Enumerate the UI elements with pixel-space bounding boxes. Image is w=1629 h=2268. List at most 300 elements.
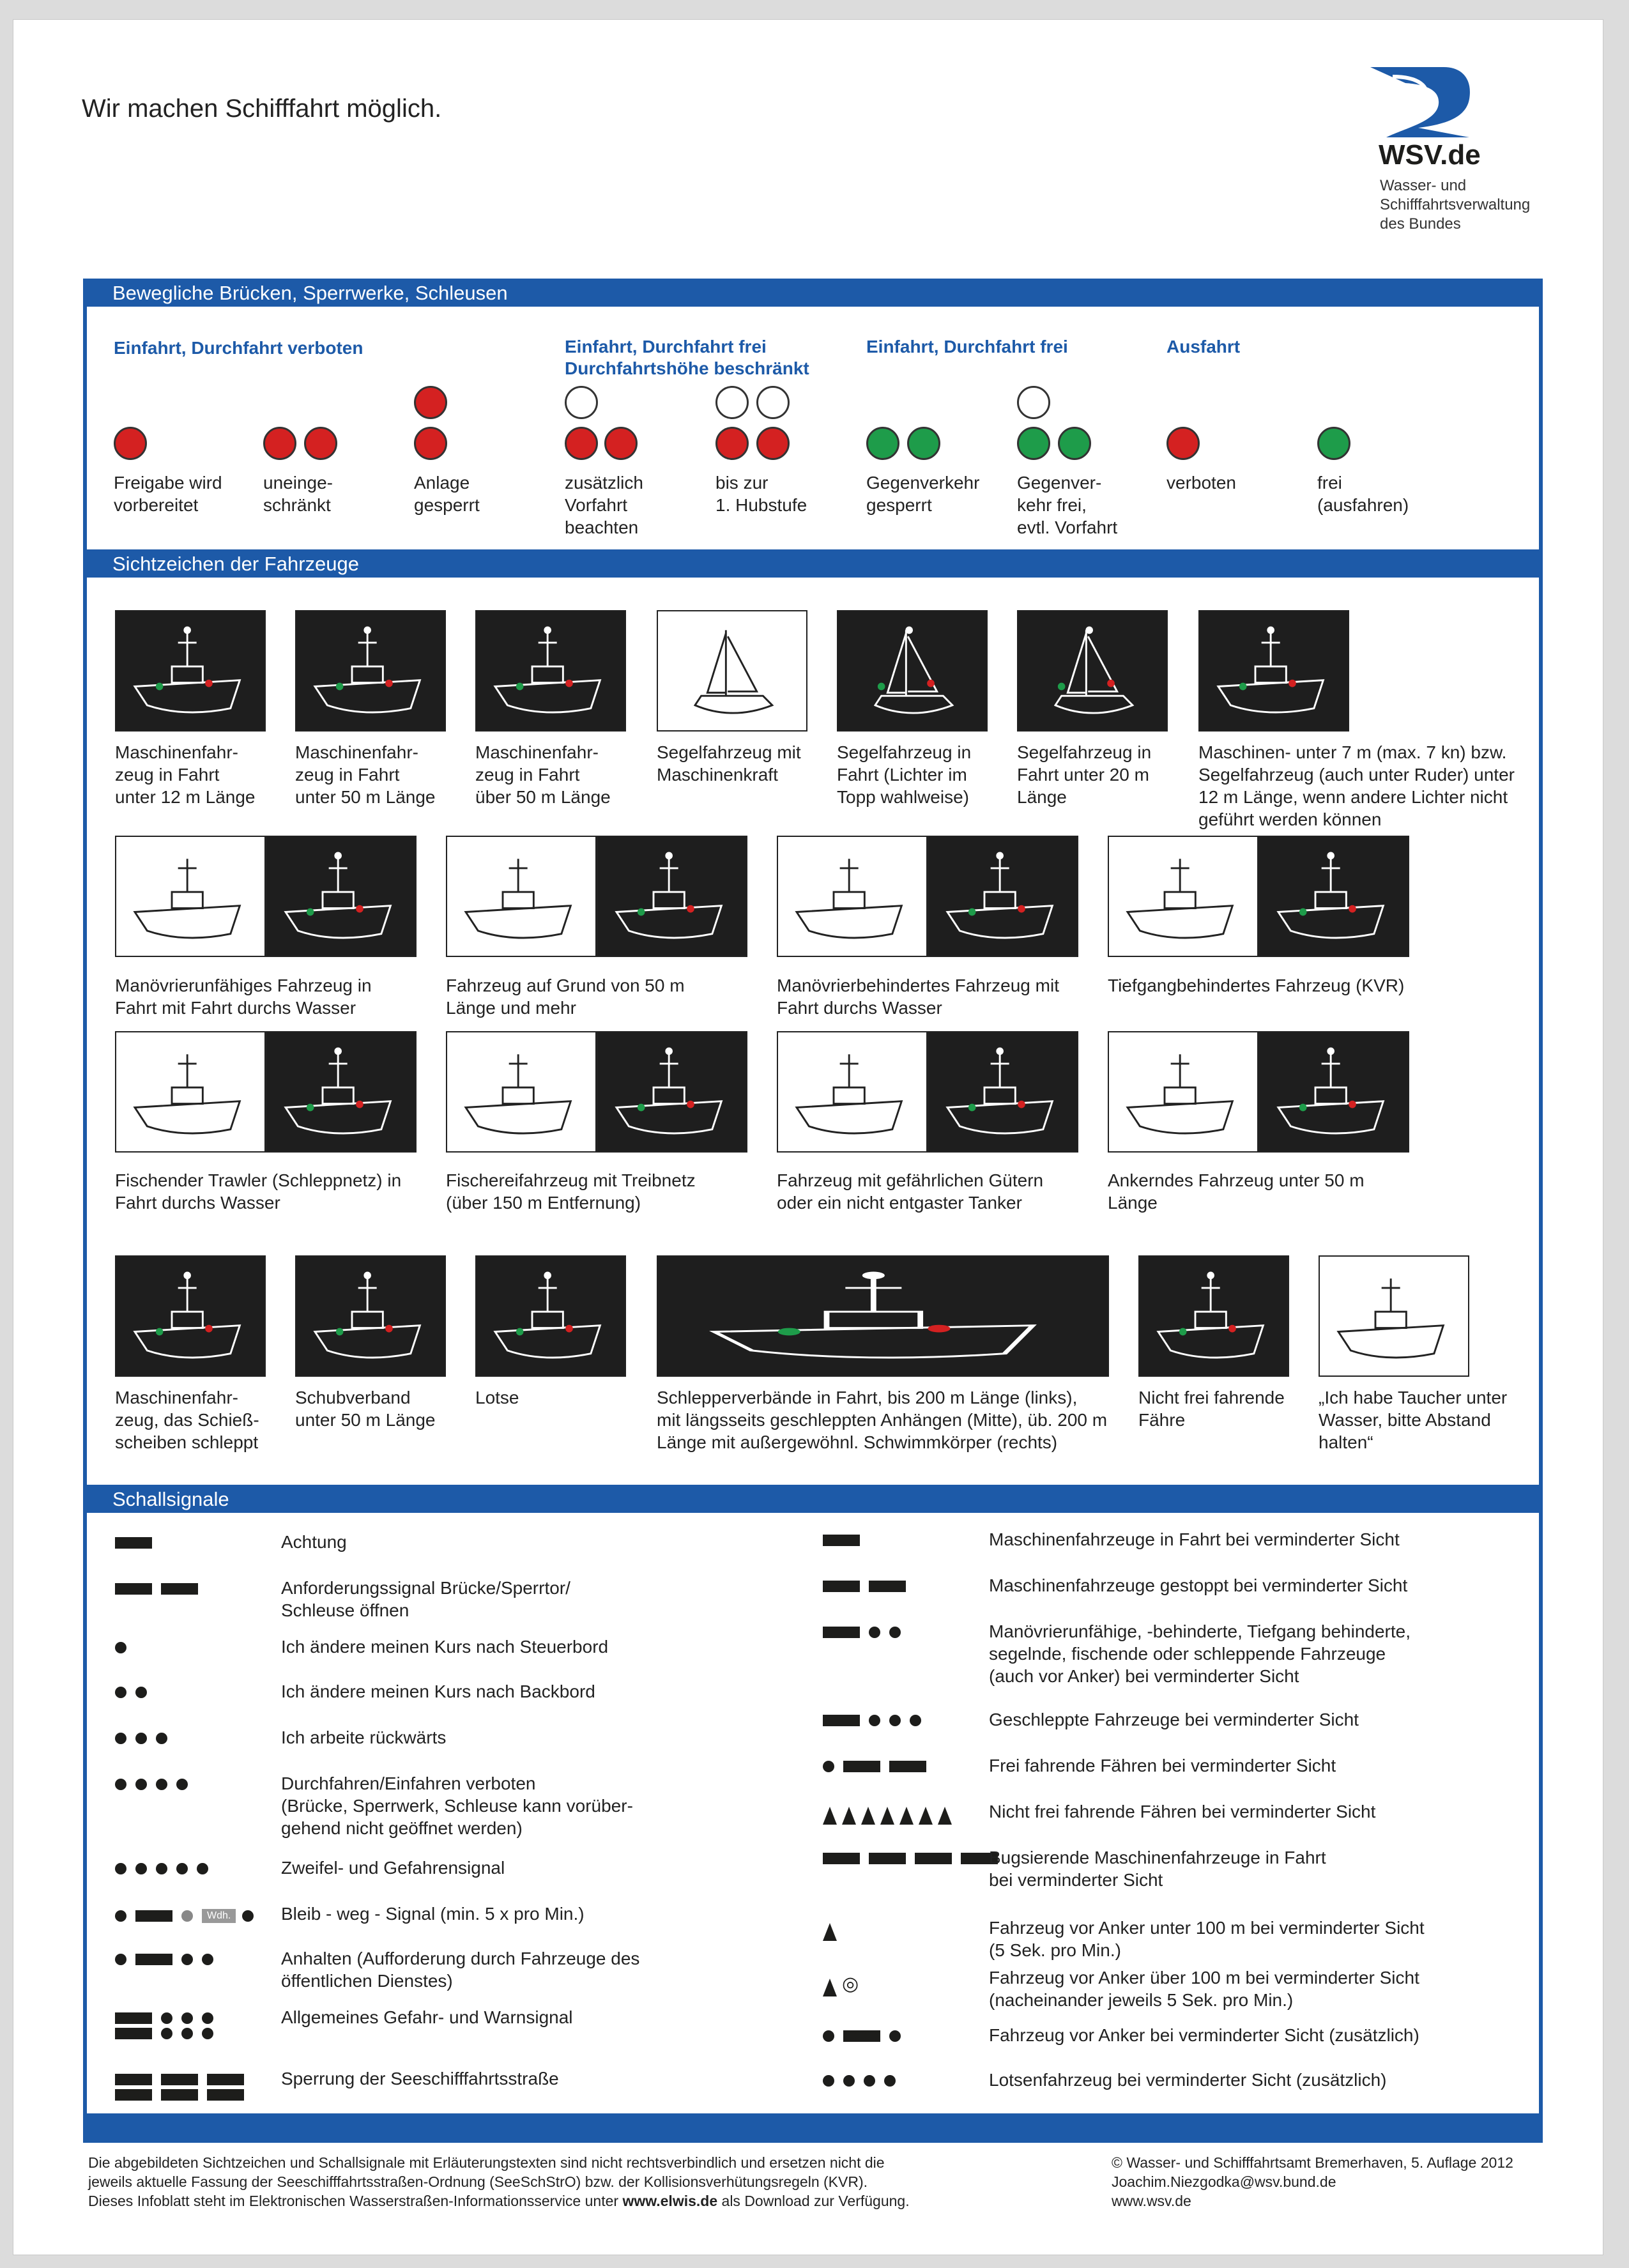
caption-line: Ich arbeite rückwärts [281,1728,447,1747]
caption-line: Fahrzeug vor Anker unter 100 m bei verminderter Sicht [989,1918,1425,1938]
short-blast [156,1733,167,1744]
vessel-night-picture [1258,1031,1409,1153]
footnote-line: Die abgebildeten Sichtzeichen und Schallsignale mit Erläuterungstexten sind nicht rechtsverbindlich und ersetzen nicht die [88,2154,885,2171]
ship-illustration [778,1032,926,1151]
caption-line: Freigabe wird [114,473,222,493]
light-caption [114,471,222,516]
vessel-caption [295,1386,436,1431]
caption-line: Segelfahrzeug in [1017,742,1152,762]
vessel-day-picture [446,1031,597,1153]
caption-line: Schleuse öffnen [281,1600,409,1620]
long-blast [843,1761,880,1772]
short-blast [869,1715,880,1726]
short-blast [161,2012,172,2024]
ship-illustration [1140,1257,1288,1375]
red-light [414,386,447,419]
long-blast [915,1853,952,1864]
caption-line: kehr frei, [1017,495,1087,515]
caption-line: zeug in Fahrt [115,765,220,785]
caption-line: Anhalten (Aufforderung durch Fahrzeuge des [281,1949,640,1968]
bell-icon [842,1807,856,1825]
ship-illustration [598,1032,746,1151]
caption-line: (Brücke, Sperrwerk, Schleuse kann vorüber- [281,1796,633,1816]
caption-line: halten“ [1319,1432,1373,1452]
vessel-night-picture [928,836,1078,957]
long-blast [823,1535,860,1546]
sound-signal-caption [989,2069,1387,2091]
vessel-caption [115,1169,401,1214]
vessel-night-picture [266,1031,417,1153]
long-blast [823,1853,860,1864]
section-title-bruecken: Bewegliche Brücken, Sperrwerke, Schleusen [83,279,1543,307]
ship-illustration [838,611,986,730]
bell-icon [823,1979,837,1996]
vessel-caption [446,1169,696,1214]
sound-signal-symbol [823,1973,859,1998]
ship-illustration [598,837,746,956]
vessel-light-picture [115,610,266,732]
white-light [565,386,598,419]
ship-illustration [1260,837,1408,956]
sound-signal-caption [281,1577,570,1621]
caption-line: Anforderungssignal Brücke/Sperrtor/ [281,1578,570,1598]
short-blast [115,1954,126,1965]
section-title-schallsignale: Schallsignale [83,1485,1543,1513]
caption-line: (über 150 m Entfernung) [446,1193,641,1213]
red-light [756,427,790,460]
sound-signal-symbol [823,2075,905,2101]
green-light [1017,427,1050,460]
caption-line: mit längsseits geschleppten Anhängen (Mitte), üb. 200 m [657,1410,1108,1430]
footnote-line [88,2191,1078,2211]
group-label: Durchfahrtshöhe beschränkt [565,358,809,378]
sound-signal-symbol [115,1779,197,1804]
short-blast [115,1863,126,1874]
caption-line: Länge und mehr [446,998,576,1018]
vessel-day-picture [446,836,597,957]
long-blast [869,1853,906,1864]
caption-line: frei [1317,473,1342,493]
long-blast [115,1583,152,1595]
short-blast [823,1761,834,1772]
caption-line: (nacheinander jeweils 5 Sek. pro Min.) [989,1990,1294,2010]
ship-illustration [477,1257,625,1375]
bottom-bar [83,2113,1543,2143]
caption-line: Maschinenfahr- [475,742,599,762]
caption-line: oder ein nicht entgaster Tanker [777,1193,1022,1213]
vessel-day-picture [1108,836,1258,957]
short-blast [889,1715,901,1726]
caption-line: Segelfahrzeug in [837,742,972,762]
caption-line: Anlage [414,473,470,493]
short-blast [115,1642,126,1653]
short-blast [135,1779,147,1790]
short-blast [176,1863,188,1874]
sound-signal-caption [989,1574,1407,1597]
caption-line: bis zur [715,473,769,493]
sound-signal-caption [281,2067,559,2090]
short-blast [181,2012,193,2024]
caption-line: Gegenver- [1017,473,1102,493]
sound-signal-caption [281,1531,347,1553]
sound-signal-caption [281,1772,633,1839]
white-light [756,386,790,419]
caption-line: Topp wahlweise) [837,787,969,807]
short-blast [197,1863,208,1874]
caption-line: segelnde, fischende oder schleppende Fahrzeuge [989,1644,1386,1664]
sound-signal-symbol [823,1853,1007,1878]
caption-line: unter 12 m Länge [115,787,256,807]
vessel-caption [1138,1386,1285,1431]
ship-illustration [778,837,926,956]
caption-line: öffentlichen Dienstes) [281,1971,453,1991]
ship-illustration [296,1257,445,1375]
vessel-day-picture [115,1031,266,1153]
short-blast [181,2028,193,2039]
sound-signal-caption [989,1846,1326,1891]
sound-signal-symbol [115,1863,217,1889]
sound-signal-caption [281,2006,573,2028]
short-blast [889,1627,901,1638]
short-blast [115,1733,126,1744]
caption-line: beachten [565,517,639,537]
caption-line: Vorfahrt [565,495,628,515]
caption-line: verboten [1166,473,1236,493]
red-light [263,427,296,460]
light-caption [414,471,480,516]
caption-line: (auch vor Anker) bei verminderter Sicht [989,1666,1299,1686]
vessel-light-picture [475,610,626,732]
long-blast [135,1910,172,1922]
sound-signal-symbol [115,1687,156,1712]
caption-line: Lotsenfahrzeug bei verminderter Sicht (zusätzlich) [989,2070,1387,2090]
short-blast [889,2030,901,2042]
short-blast [202,1954,213,1965]
green-light [907,427,940,460]
caption-line: Fischender Trawler (Schleppnetz) in [115,1170,402,1190]
contact-email[interactable]: Joachim.Niezgodka@wsv.bund.de [1112,2173,1336,2190]
caption-line: Segelfahrzeug (auch unter Ruder) unter [1198,765,1515,785]
red-light [304,427,337,460]
short-blast [242,1910,254,1922]
ship-illustration [1260,1032,1408,1151]
copyright-line: © Wasser- und Schifffahrtsamt Bremerhaven, 5. Auflage 2012 [1112,2154,1513,2171]
caption-line: Nicht frei fahrende [1138,1388,1285,1407]
caption-line: Achtung [281,1532,347,1552]
vessel-caption [837,741,971,808]
light-caption [263,471,333,516]
green-light [1317,427,1350,460]
group-label: Einfahrt, Durchfahrt frei [565,337,767,356]
vessel-caption [657,1386,1107,1453]
vessel-night-picture [928,1031,1078,1153]
signal-row [115,2028,222,2039]
sound-signal-symbol [823,1715,930,1740]
tagline: Wir machen Schifffahrt möglich. [82,95,442,123]
red-light [715,427,749,460]
short-blast [115,1687,126,1698]
short-blast [176,1779,188,1790]
short-blast [823,2075,834,2087]
short-blast [161,2028,172,2039]
light-caption [1017,471,1117,539]
caption-line: zeug in Fahrt [475,765,580,785]
vessel-day-picture [1108,1031,1258,1153]
ship-illustration [116,1032,264,1151]
sound-signal-caption [989,1966,1419,2011]
ship-illustration [447,837,595,956]
wsv-wave-icon [1367,64,1476,141]
caption-line: über 50 m Länge [475,787,611,807]
caption-line: Maschinenfahrzeuge gestoppt bei verminderter Sicht [989,1575,1408,1595]
vessel-light-picture [475,1255,626,1377]
vessel-caption [1319,1386,1507,1453]
short-blast [843,2075,855,2087]
caption-line: Manövrierbehindertes Fahrzeug mit [777,976,1059,995]
footnote-text: als Download zur Verfügung. [717,2193,910,2209]
vessel-caption [115,741,256,808]
vessel-light-picture [657,610,807,732]
sound-signal-symbol [823,1581,915,1606]
short-blast-repeat [181,1910,193,1922]
ship-illustration [1200,611,1348,730]
group-label: Einfahrt, Durchfahrt verboten [114,338,363,358]
caption-line: Fahrt mit Fahrt durchs Wasser [115,998,356,1018]
caption-line: (ausfahren) [1317,495,1409,515]
short-blast [135,1863,147,1874]
ship-illustration [658,1257,1108,1375]
sound-signal-symbol [115,1642,135,1667]
caption-line: vorbereitet [114,495,199,515]
caption-line: zeug in Fahrt [295,765,400,785]
light-caption [1317,471,1409,516]
caption-line: Fahrzeug auf Grund von 50 m [446,976,685,995]
sound-signal-caption [281,1636,608,1658]
long-blast [135,1954,172,1965]
bell-icon [899,1807,914,1825]
vessel-caption [115,1386,259,1453]
vessel-light-picture [295,1255,446,1377]
caption-line: gesperrt [866,495,932,515]
long-blast [823,1581,860,1592]
sound-signal-caption [281,1726,446,1749]
long-blast [161,1583,198,1595]
vessel-caption [115,974,372,1019]
vessel-caption [446,974,685,1019]
red-light [604,427,638,460]
short-blast [115,1910,126,1922]
caption-line: Frei fahrende Fähren bei verminderter Sicht [989,1756,1336,1775]
ship-illustration [1320,1257,1468,1375]
caption-line: Schlepperverbände in Fahrt, bis 200 m Länge (links), [657,1388,1078,1407]
ship-illustration [929,1032,1077,1151]
short-blast [135,1733,147,1744]
vessel-caption [475,1386,519,1409]
caption-line: Fahrt durchs Wasser [777,998,942,1018]
caption-line: Ich ändere meinen Kurs nach Steuerbord [281,1637,609,1657]
long-blast [823,1715,860,1726]
caption-line: Länge [1017,787,1067,807]
sound-signal-caption [989,1754,1336,1777]
long-blast [115,2028,152,2039]
caption-line: scheiben schleppt [115,1432,259,1452]
light-caption [1166,471,1236,494]
ship-illustration [1018,611,1166,730]
sound-signal-caption [989,1917,1425,1961]
long-blast [115,2089,152,2101]
vessel-light-picture [1017,610,1168,732]
ship-illustration [267,837,415,956]
vessel-night-picture [597,1031,747,1153]
light-caption [866,471,979,516]
bell-icon [880,1807,894,1825]
sound-signal-symbol [115,2012,222,2051]
copyright [1112,2153,1559,2211]
caption-line: Fahrt (Lichter im [837,765,967,785]
vessel-light-picture [1198,610,1349,732]
vessel-caption [295,741,436,808]
ship-illustration [116,1257,264,1375]
red-light [1166,427,1200,460]
logo-name: WSV.de [1379,139,1481,171]
vessel-light-picture [1319,1255,1469,1377]
logo-sub-line: des Bundes [1380,215,1461,233]
caption-line: Maschinen- unter 7 m (max. 7 kn) bzw. [1198,742,1507,762]
caption-line: Fischereifahrzeug mit Treibnetz [446,1170,696,1190]
sound-signal-symbol [823,1923,842,1949]
caption-line: Allgemeines Gefahr- und Warnsignal [281,2007,573,2027]
vessel-caption [1017,741,1151,808]
sound-signal-symbol [115,1909,263,1935]
vessel-day-picture [777,836,928,957]
vessel-day-picture [777,1031,928,1153]
long-blast [843,2030,880,2042]
caption-line: Maschinenfahr- [295,742,418,762]
caption-line: Fahrzeug vor Anker bei verminderter Sicht (zusätzlich) [989,2025,1419,2045]
light-caption [715,471,807,516]
caption-line: „Ich habe Taucher unter [1319,1388,1508,1407]
vessel-caption [1108,974,1404,997]
short-blast [202,2012,213,2024]
green-light [1058,427,1091,460]
caption-line: Sperrung der Seeschifffahrtsstraße [281,2069,559,2088]
caption-line: Manövrierunfähige, -behinderte, Tiefgang behinderte, [989,1621,1411,1641]
short-blast [202,2028,213,2039]
ship-illustration [477,611,625,730]
caption-line: Maschinenfahr- [115,742,238,762]
group-label: Einfahrt, Durchfahrt frei [866,337,1068,356]
signal-row [115,2089,253,2101]
caption-line: Maschinenfahrzeuge in Fahrt bei verminderter Sicht [989,1529,1400,1549]
logo-subtitle [1380,176,1530,234]
gong-icon: ◎ [842,1973,859,1995]
light-caption [565,471,643,539]
long-blast [823,1627,860,1638]
sound-signal-symbol [115,1537,161,1563]
vessel-light-picture [837,610,988,732]
caption-line: gehend nicht geöffnet werden) [281,1818,523,1838]
white-light [1017,386,1050,419]
vessel-caption [1198,741,1515,831]
caption-line: (5 Sek. pro Min.) [989,1940,1121,1960]
section-title-sichtzeichen: Sichtzeichen der Fahrzeuge [83,549,1543,578]
sound-signal-caption [989,1620,1411,1687]
caption-line: Durchfahren/Einfahren verboten [281,1774,536,1793]
caption-line: Schubverband [295,1388,411,1407]
signal-row [115,2012,222,2024]
short-blast [864,2075,875,2087]
caption-line: Ich ändere meinen Kurs nach Backbord [281,1682,595,1701]
caption-line: Fahrzeug vor Anker über 100 m bei verminderter Sicht [989,1968,1419,1988]
long-blast [207,2089,244,2101]
ship-illustration [447,1032,595,1151]
bell-icon [919,1807,933,1825]
caption-line: Zweifel- und Gefahrensignal [281,1858,505,1878]
vessel-light-picture [1138,1255,1289,1377]
caption-line: Bugsierende Maschinenfahrzeuge in Fahrt [989,1848,1326,1867]
ship-illustration [296,611,445,730]
elwis-link[interactable]: www.elwis.de [622,2193,718,2209]
repeat-marker: Wdh. [202,1909,236,1923]
vessel-caption [657,741,801,786]
caption-line: bei verminderter Sicht [989,1870,1163,1890]
caption-line: Nicht frei fahrende Fähren bei verminderter Sicht [989,1802,1376,1821]
caption-line: Tiefgangbehindertes Fahrzeug (KVR) [1108,976,1405,995]
long-blast [115,2012,152,2024]
sound-signal-caption [989,1528,1400,1551]
vessel-light-picture [657,1255,1109,1377]
red-light [565,427,598,460]
vessel-caption [1108,1169,1365,1214]
ship-illustration [929,837,1077,956]
long-blast [207,2074,244,2085]
long-blast [889,1761,926,1772]
caption-line: 1. Hubstufe [715,495,807,515]
vessel-night-picture [1258,836,1409,957]
caption-line: Maschinenkraft [657,765,778,785]
caption-line: Bleib - weg - Signal (min. 5 x pro Min.) [281,1904,585,1924]
bell-icon [938,1807,952,1825]
vessel-caption [475,741,611,808]
website-link[interactable]: www.wsv.de [1112,2193,1191,2209]
red-light [114,427,147,460]
short-blast [156,1779,167,1790]
logo-sub-line: Wasser- und [1380,177,1467,194]
wsv-logo [1367,64,1559,243]
caption-line: Lotse [475,1388,519,1407]
caption-line: unter 50 m Länge [295,1410,436,1430]
caption-line: Länge mit außergewöhnl. Schwimmkörper (rechts) [657,1432,1058,1452]
sound-signal-symbol [823,2030,910,2056]
sound-signal-symbol [823,1627,910,1652]
red-light [414,427,447,460]
sound-signal-symbol [115,1954,222,1979]
signal-row [115,2074,253,2085]
caption-line: Ankerndes Fahrzeug unter 50 m [1108,1170,1365,1190]
caption-line: gesperrt [414,495,480,515]
ship-illustration [658,611,806,730]
caption-line: 12 m Länge, wenn andere Lichter nicht [1198,787,1508,807]
short-blast [823,2030,834,2042]
caption-line: Fahrzeug mit gefährlichen Gütern [777,1170,1044,1190]
ship-illustration [1109,1032,1257,1151]
ship-illustration [267,1032,415,1151]
group-label: Ausfahrt [1166,337,1241,356]
short-blast [869,1627,880,1638]
sound-signal-caption [281,1680,595,1703]
sound-signal-caption [989,1708,1359,1731]
white-light [715,386,749,419]
